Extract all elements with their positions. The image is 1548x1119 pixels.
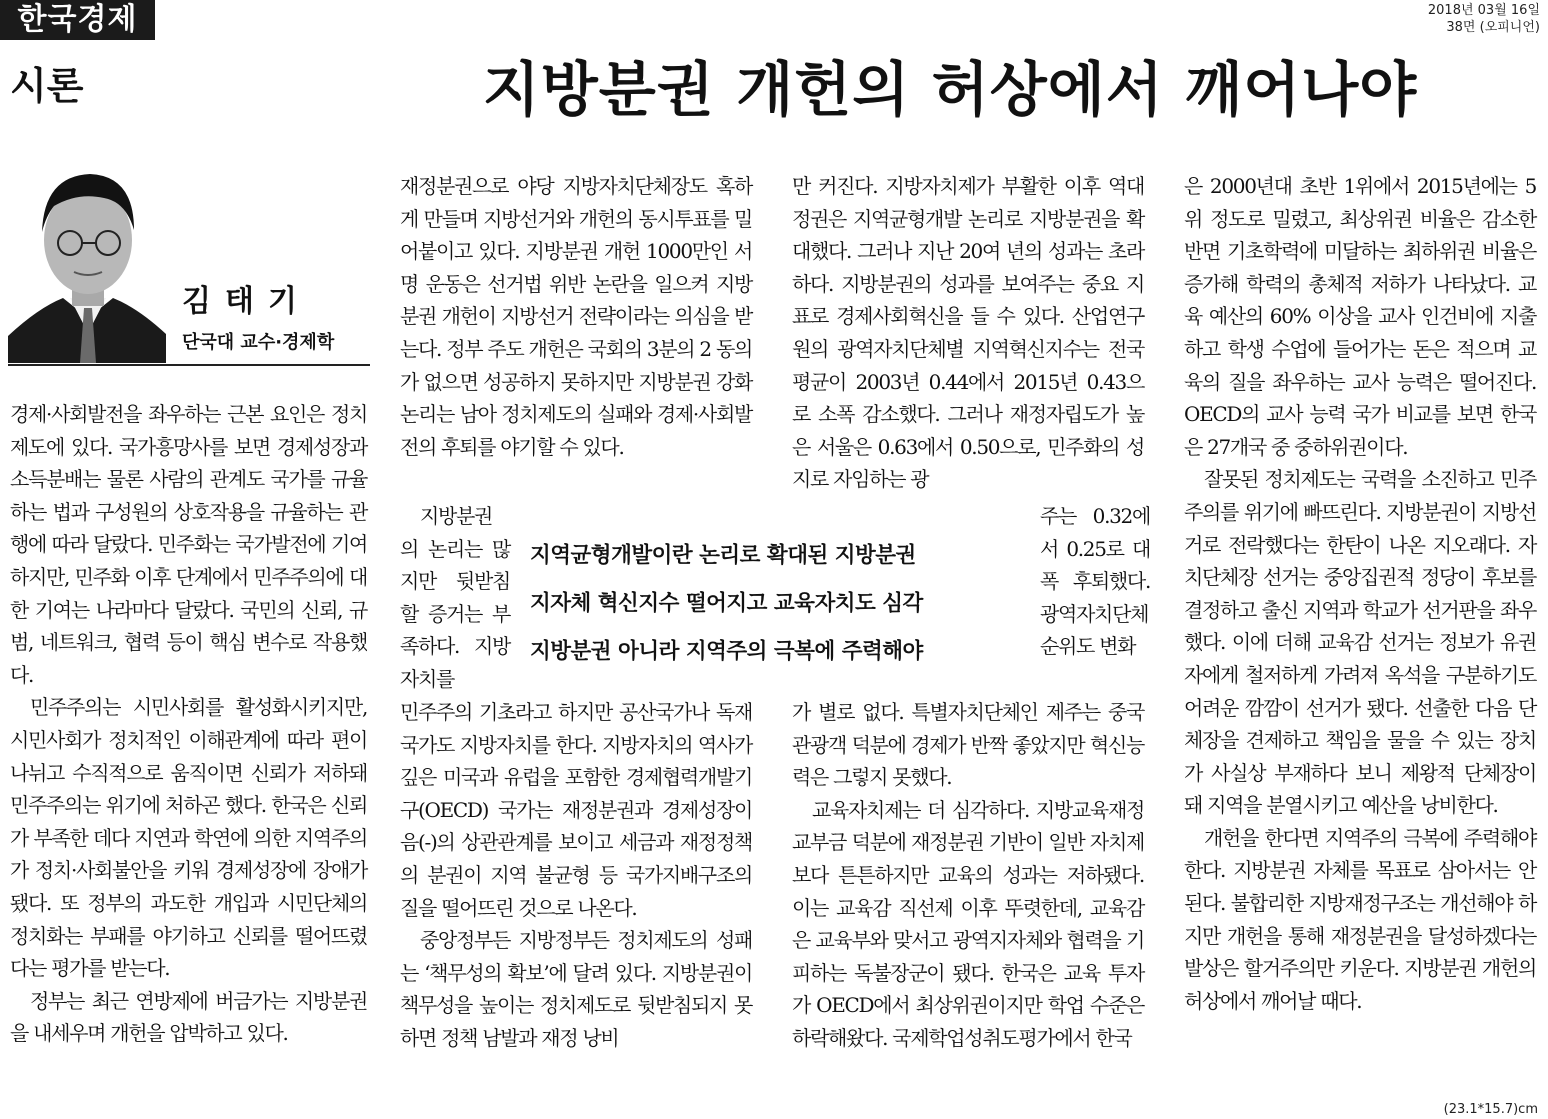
- paragraph: 지방분권의 논리는 많지만 뒷받침할 증거는 부족하다. 지방자치를: [400, 504, 510, 691]
- clipping-size-note: (23.1*15.7)cm: [1443, 1102, 1538, 1117]
- section-label: 시론: [10, 64, 84, 108]
- paragraph: 민주주의는 시민사회를 활성화시키지만, 시민사회가 정치적인 이해관계에 따라 편이 나뉘고 수직적으로 움직이면 신뢰가 저하돼 민주주의는 위기에 처하곤 했다. 한국은 신뢰가 부족한 데다 지연과 학연에 의한 지역주의가 정치·사회불안을 키워 경제성장에 장애가 됐다. 또 정부의 과도한 개입과 시민단체의 정치화는 부패를 야기하고 신뢰를 떨어뜨렸다는 평가를 받는다.: [10, 695, 367, 981]
- paragraph: 잘못된 정치제도는 국력을 소진하고 민주주의를 위기에 빠뜨린다. 지방분권이 지방선거로 전락했다는 한탄이 나온 지오래다. 자치단체장 선거는 중앙집권적 정당이 후보를 결정하고 출신 지역과 학교가 선거판을 좌우했다. 이에 더해 교육감 선거는 정보가 유권자에게 철저하게 가려져 옥석을 구분하기도 어려운 깜깜이 선거가 됐다. 선출한 다음 단체장을 견제하고 책임을 물을 수 있는 장치가 사실상 부재하다 보니 제왕적 단체장이 돼 지역을 분열시키고 예산을 낭비한다.: [1184, 467, 1536, 818]
- article-column-2-narrow: [400, 500, 510, 696]
- byline-box: [8, 158, 370, 366]
- article-column-3-top: [792, 170, 1144, 496]
- newspaper-masthead: 한국경제: [0, 0, 155, 40]
- article-column-2-bottom: [400, 696, 752, 1055]
- paragraph: 민주주의 기초라고 하지만 공산국가나 독재국가도 지방자치를 한다. 지방자치의 역사가 깊은 미국과 유럽을 포함한 경제협력개발기구(OECD) 국가는 재정분권과 경제성장이 음(-)의 상관관계를 보이고 세금과 재정정책의 분권이 지역 불균형 등 국가지배구조의 질을 떨어뜨린 것으로 나온다.: [400, 700, 752, 920]
- paragraph: 주는 0.32에서 0.25로 대폭 후퇴했다. 광역자치단체 순위도 변화: [1040, 504, 1150, 659]
- paragraph: 정부는 최근 연방제에 버금가는 지방분권을 내세우며 개헌을 압박하고 있다.: [10, 988, 367, 1046]
- paragraph: 가 별로 없다. 특별자치단체인 제주는 중국 관광객 덕분에 경제가 반짝 좋았지만 혁신능력은 그렇지 못했다.: [792, 700, 1144, 790]
- author-photo: [8, 158, 166, 363]
- paragraph: 재정분권으로 야당 지방자치단체장도 혹하게 만들며 지방선거와 개헌의 동시투표를 밀어붙이고 있다. 지방분권 개헌 1000만인 서명 운동은 선거법 위반 논란을 일으켜 지방분권 개헌이 지방선거 전략이라는 의심을 받는다. 정부 주도 개헌은 국회의 3분의 2 동의가 없으면 성공하지 못하지만 지방분권 강화 논리는 남아 정치제도의 실패와 경제·사회발전의 후퇴를 야기할 수 있다.: [400, 174, 752, 459]
- headline: 지방분권 개헌의 허상에서 깨어나야: [482, 55, 1418, 124]
- article-column-3-bottom: [792, 696, 1144, 1055]
- publication-date: 2018년 03월 16일: [1427, 3, 1540, 18]
- paragraph: 교육자치제는 더 심각하다. 지방교육재정교부금 덕분에 재정분권 기반이 일반 자치제보다 튼튼하지만 교육의 성과는 저하됐다. 이는 교육감 직선제 이후 뚜렷한데, 교육감은 교육부와 맞서고 광역지자체와 협력을 기피하는 독불장군이 됐다. 한국은 교육 투자가 OECD에서 최상위권이지만 학업 수준은 하락해왔다. 국제학업성취도평가에서 한국: [792, 797, 1144, 1050]
- article-column-4: [1184, 170, 1536, 1017]
- article-column-1: [10, 398, 367, 1050]
- pull-quote: [530, 532, 1016, 676]
- paragraph: 경제·사회발전을 좌우하는 근본 요인은 정치제도에 있다. 국가흥망사를 보면 경제성장과 소득분배는 물론 사람의 관계도 국가를 규율하는 법과 구성원의 상호작용을 규율하는 관행에 따라 달랐다. 민주화는 국가발전에 기여하지만, 민주화 이후 단계에서 민주주의에 대한 기여는 나라마다 달랐다. 국민의 신뢰, 규범, 네트워크, 협력 등이 핵심 변수로 작용했다.: [10, 402, 367, 687]
- pull-quote-line: 지방분권 아니라 지역주의 극복에 주력해야: [530, 639, 923, 664]
- dateline: [1428, 2, 1540, 36]
- author-title: 단국대 교수·경제학: [182, 332, 335, 353]
- page-number: 38면 (오피니언): [1446, 20, 1540, 35]
- pull-quote-line: 지자체 혁신지수 떨어지고 교육자치도 심각: [530, 591, 923, 616]
- article-column-2-top: [400, 170, 752, 463]
- pull-quote-line: 지역균형개발이란 논리로 확대된 지방분권: [530, 543, 916, 568]
- paragraph: 만 커진다. 지방자치제가 부활한 이후 역대 정권은 지역균형개발 논리로 지방분권을 확대했다. 그러나 지난 20여 년의 성과는 초라하다. 지방분권의 성과를 보여주는 중요 지표로 경제사회혁신을 들 수 있다. 산업연구원의 광역자치단체별 지역혁신지수는 전국 평균이 2003년 0.44에서 2015년 0.43으로 소폭 감소했다. 그러나 재정자립도가 높은 서울은 0.63에서 0.50으로, 민주화의 성지로 자임하는 광: [792, 174, 1144, 492]
- paragraph: 개헌을 한다면 지역주의 극복에 주력해야 한다. 지방분권 자체를 목표로 삼아서는 안 된다. 불합리한 지방재정구조는 개선해야 하지만 개헌을 통해 재정분권을 달성하겠다는 발상은 할거주의만 키운다. 지방분권 개헌의 허상에서 깨어날 때다.: [1184, 825, 1536, 1013]
- author-name: 김태기: [182, 284, 311, 319]
- paragraph: 은 2000년대 초반 1위에서 2015년에는 5위 정도로 밀렸고, 최상위권 비율은 감소한 반면 기초학력에 미달하는 최하위권 비율은 증가해 학력의 총체적 저하가 나타났다. 교육 예산의 60% 이상을 교사 인건비에 지출하고 학생 수업에 들어가는 돈은 적으며 교육의 질을 좌우하는 교사 능력은 떨어진다. OECD의 교사 능력 국가 비교를 보면 한국은 27개국 중 중하위권이다.: [1184, 174, 1536, 459]
- article-column-3-narrow: [1040, 500, 1150, 663]
- paragraph: 중앙정부든 지방정부든 정치제도의 성패는 ‘책무성의 확보’에 달려 있다. 지방분권이 책무성을 높이는 정치제도로 뒷받침되지 못하면 정책 남발과 재정 낭비: [400, 928, 752, 1050]
